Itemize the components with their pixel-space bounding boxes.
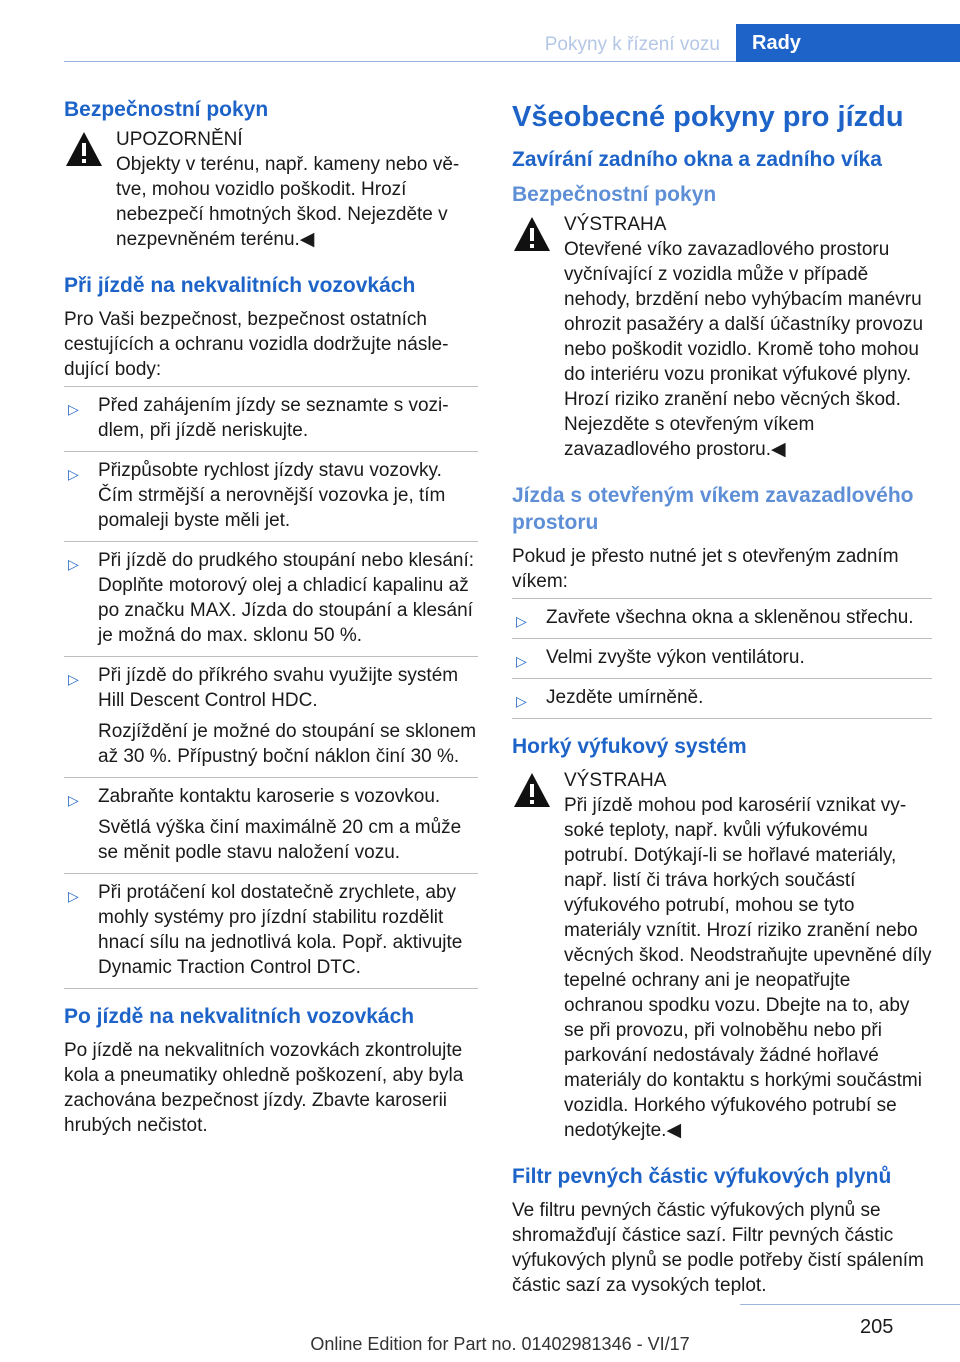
after-rough-road-text: Po jízdě na nekvalitních vozovkách zkontrolujte kola a pneumatiky ohledně poškození, aby byla zachována bezpečnost jízdy. Zbavte karoserii hrubých nečistot. (64, 1040, 464, 1136)
warning-2-title: VÝSTRAHA (564, 214, 667, 235)
warning-1-title: UPOZORNĚNÍ (116, 129, 243, 150)
list-item: ▷ Přizpůsobte rychlost jízdy stavu vozovky. Čím strmější a nerovnější vozovka je, tím pomaleji byste měli jet. (64, 452, 478, 542)
triangle-right-icon: ▷ (68, 792, 79, 808)
triangle-right-icon: ▷ (68, 556, 79, 572)
list-item: ▷ Při jízdě do příkrého svahu využijte systém Hill Descent Control HDC. Rozjíždění je možné do stoupání se sklonem až 30 %. Přípustný boční náklon činí 30 %. (64, 657, 478, 778)
particle-filter-heading: Filtr pevných částic výfukových plynů (512, 1165, 892, 1188)
rough-road-intro: Pro Vaši bezpečnost, bezpečnost ostatních cestujících a ochranu vozidla dodržujte následující body: (64, 309, 449, 380)
list-item: ▷ Velmi zvyšte výkon ventilátoru. (512, 639, 932, 679)
rough-road-heading: Při jízdě na nekvalitních vozovkách (64, 274, 416, 297)
triangle-right-icon: ▷ (68, 466, 79, 482)
page-number: 205 (860, 1316, 894, 1338)
list-item: ▷ Před zahájením jízdy se seznamte s vozidlem, při jízdě neriskujte. (64, 386, 478, 452)
warning-triangle-icon (64, 129, 104, 169)
sub-heading: Zavírání zadního okna a zadního víka (512, 148, 882, 171)
header-tab: Rady (736, 24, 960, 62)
hot-exhaust-heading: Horký výfukový systém (512, 735, 747, 758)
list-item: ▷ Při protáčení kol dostatečně zrychlete, aby mohly systémy pro jízdní stabilitu rozdělit hnací sílu na jednotlivá kola. Popř. aktivujte Dynamic Traction Control DTC. (64, 874, 478, 989)
triangle-right-icon: ▷ (516, 613, 527, 629)
warning-1-body: Objekty v terénu, např. kameny nebo větve, mohou vozidlo poškodit. Hrozí nebezpečí hmotných škod. Nejezděte v nezpevněném terénu.◀ (116, 154, 460, 250)
left-column (64, 96, 478, 1142)
warning-block-3 (512, 768, 932, 1143)
warning-3-body: Při jízdě mohou pod karosérií vznikat vysoké teploty, např. kvůli výfukovému potrubí. Dotýkají-li se hořlavé materiály, např. listí či tráva horkých součástí výfukového potrubí, mohou se tyto materiály vznítit. Hrozí riziko zranění nebo věcných škod. Neodstraňujte upevněné díly tepelné ochrany ani je neopatřujte ochranou spodku vozu. Dbejte na to, aby se při provozu, při volnoběhu nebo při parkování nedostávaly žádné hořlavé materiály do kontaktu s horkými součástmi vozidla. Horkého výfukového potrubí se nedotýkejte.◀ (564, 795, 932, 1141)
warning-triangle-icon (512, 770, 552, 810)
open-tailgate-list (512, 598, 932, 719)
warning-block-1 (64, 127, 478, 252)
safety-heading-right: Bezpečnostní pokyn (512, 183, 717, 206)
warning-block-2 (512, 212, 932, 462)
safety-heading-left: Bezpečnostní pokyn (64, 98, 269, 121)
list-item: ▷ Jezděte umírněně. (512, 679, 932, 719)
edition-note: Online Edition for Part no. 01402981346 - VI/17 (310, 1334, 690, 1354)
open-tailgate-heading: Jízda s otevřeným víkem zavazadlového prostoru (512, 484, 914, 534)
warning-3-title: VÝSTRAHA (564, 770, 667, 791)
list-item: ▷ Zavřete všechna okna a skleněnou střechu. (512, 598, 932, 639)
list-item: ▷ Při jízdě do prudkého stoupání nebo klesání: Doplňte motorový olej a chladicí kapalinu až po značku MAX. Jízda do stoupání a klesání je možná do max. sklonu 50 %. (64, 542, 478, 657)
triangle-right-icon: ▷ (516, 653, 527, 669)
main-heading: Všeobecné pokyny pro jízdu (512, 101, 904, 133)
triangle-right-icon: ▷ (68, 671, 79, 687)
warning-triangle-icon (512, 214, 552, 254)
triangle-right-icon: ▷ (68, 401, 79, 417)
triangle-right-icon: ▷ (68, 888, 79, 904)
rough-road-list (64, 386, 478, 989)
after-rough-road-heading: Po jízdě na nekvalitních vozovkách (64, 1005, 415, 1028)
triangle-right-icon: ▷ (516, 693, 527, 709)
footer-rule (740, 1304, 960, 1305)
warning-2-body: Otevřené víko zavazadlového prostoru vyčnívající z vozidla může v případě nehody, brzdění nebo vyhýbacím manévru ohrozit pasažéry a další účastníky provozu nebo poškodit vozidlo. Kromě toho mohou do interiéru vozu pronikat výfukové plyny. Hrozí riziko zranění nebo věcných škod. Nejezděte s otevřeným víkem zavazadlového prostoru.◀ (564, 239, 924, 460)
particle-filter-text: Ve filtru pevných částic výfukových plynů se shromažďují částice sazí. Filtr pevných částic výfukových plynů se podle potřeby čistí spálením částic sazí za vysokých teplot. (512, 1200, 924, 1296)
open-tailgate-intro: Pokud je přesto nutné jet s otevřeným zadním víkem: (512, 546, 899, 592)
right-column (512, 96, 932, 1302)
list-item: ▷ Zabraňte kontaktu karoserie s vozovkou. Světlá výška činí maximálně 20 cm a může se měnit podle stavu naložení vozu. (64, 778, 478, 874)
header-section-title: Pokyny k řízení vozu (544, 34, 720, 55)
